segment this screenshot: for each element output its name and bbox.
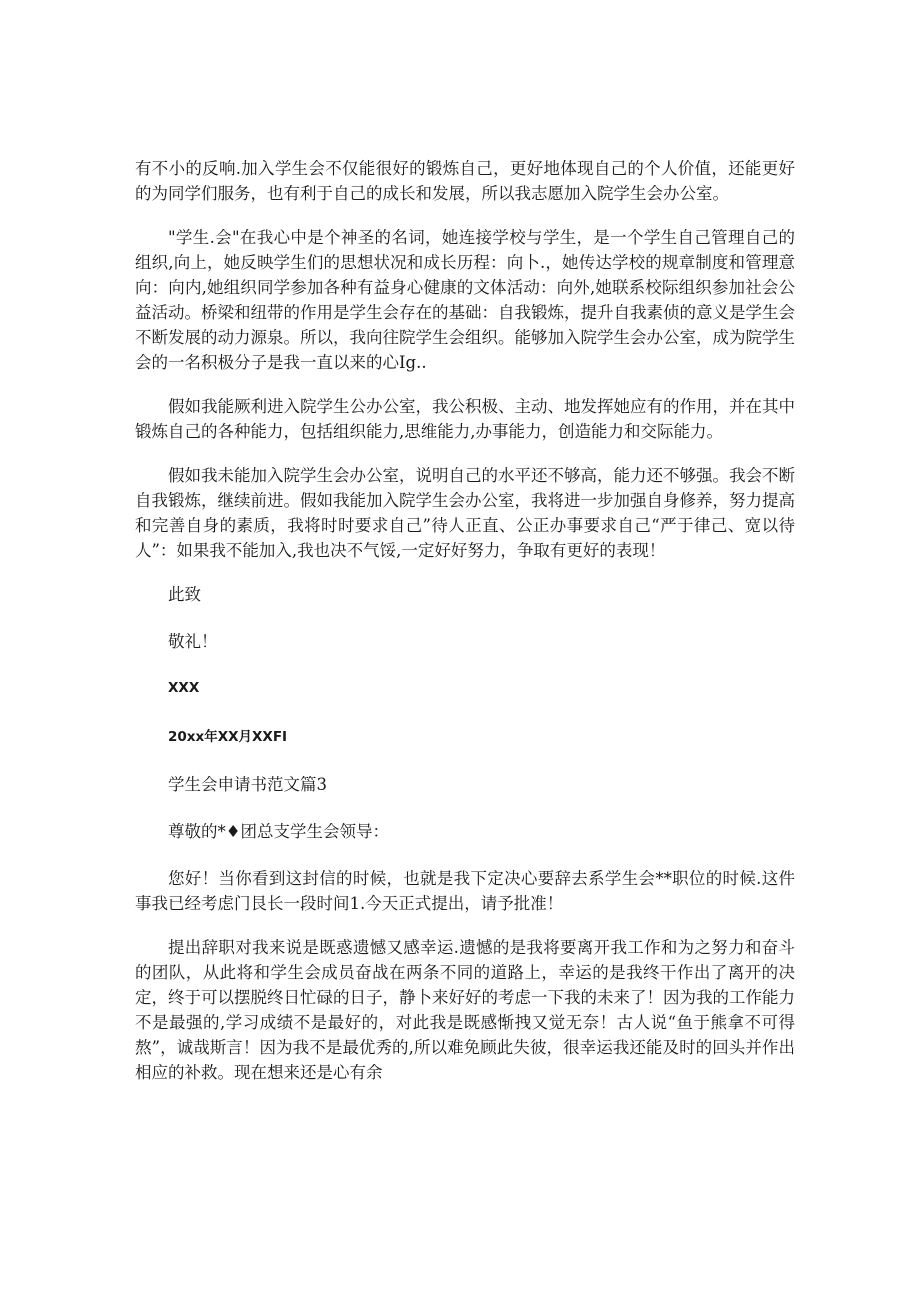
- letter-paragraph-2: 提出辞职对我来说是既惑遗憾又感幸运.遗憾的是我将要离开我工作和为之努力和奋斗的团队，从此将和学生会成员奋战在两条不同的道路上，幸运的是我终干作出了离开的决定，终于可以摆脱终日忙碌的日子，静卜来好好的考虑一下我的未来了！因为我的工作能力不是最强的,学习成绩不是最好的，对此我是既感惭拽又觉无奈！古人说“鱼于熊拿不可得熬”，诚哉斯言！因为我不是最优秀的,所以难免顾此失彼，很幸运我还能及时的回头并作出相应的补救。现在想来还是心有余: [135, 938, 795, 1082]
- salutation: 尊敬的*♦团总支学生会领导：: [168, 822, 390, 841]
- signature: XXX: [168, 680, 200, 696]
- letter-paragraph-1: 您好！当你看到这封信的时候，也就是我下定决心要辞去系学生会**职位的时候.这件事我已经考虑门艮长一段时间1.今天正式提出，请予批准！: [135, 869, 795, 913]
- date-line: [135, 723, 795, 750]
- closing-line-2: 敬礼！: [168, 632, 218, 651]
- date-text: 20xx年XX月XXFI: [168, 729, 288, 745]
- document-body: [135, 156, 795, 1104]
- closing-line-1: 此致: [168, 585, 201, 604]
- section-title: 学生会申请书范文篇3: [168, 775, 327, 794]
- paragraph-2: "学生.会"在我心中是个神圣的名词，她连接学校与学生，是一个学生自己管理自己的组织,向上，她反映学生们的思想状况和成长历程：向卜.，她传达学校的规章制度和管理意向：向内,她组织同学参加各种有益身心健康的文体活动：向外,她联系校际组织参加社会公益活动。桥梁和纽带的作用是学生会存在的基础：自我锻炼，提升自我素侦的意义是学生会不断发展的动力源泉。所以，我向往院学生会组织。能够加入院学生会办公室，成为院学生会的一名积极分子是我一直以来的心Ig..: [135, 228, 795, 372]
- paragraph-3: 假如我能厥利进入院学生公办公室，我公积极、主动、地发挥她应有的作用，并在其中锻炼自己的各种能力，包括组织能力,思维能力,办事能力，创造能力和交际能力。: [135, 397, 795, 441]
- paragraph-4: 假如我未能加入院学生会办公室，说明自己的水平还不够高，能力还不够强。我会不断自我锻炼，继续前进。假如我能加入院学生会办公室，我将进一步加强自身修养，努力提高和完善自身的素质，我将时时要求自己”待人正直、公正办事要求自己“严于律己、宽以待人”：如果我不能加入,我也决不气馁,一定好好努力，争取有更好的表现！: [135, 466, 795, 560]
- paragraph-1: 有不小的反响.加入学生会不仅能很好的锻炼自己，更好地体现自己的个人价值，还能更好的为同学们服务，也有利于自己的成长和发展，所以我志愿加入院学生会办公室。: [135, 159, 795, 203]
